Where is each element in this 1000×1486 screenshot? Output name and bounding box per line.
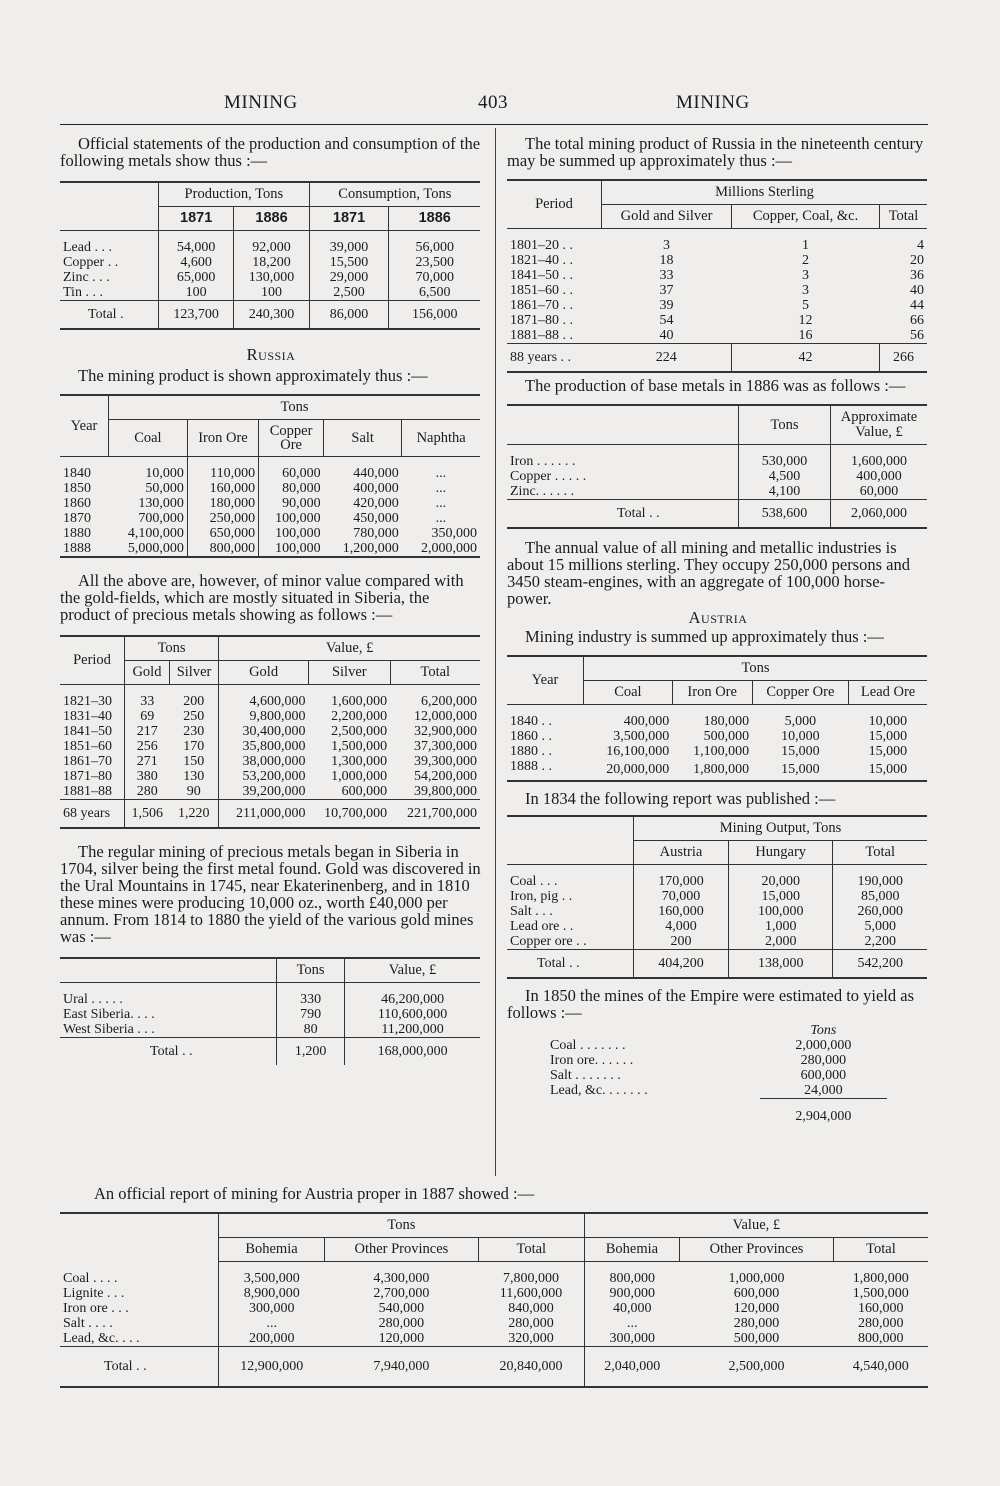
total-row: Total . 123,700 240,300 86,000 156,000 bbox=[60, 301, 480, 330]
tons-header: Tons bbox=[219, 1213, 585, 1238]
table-row: Zinc. . . . . . 4,100 60,000 bbox=[507, 484, 927, 500]
table-row: 1888 . . 20,000,000 1,800,000 15,000 15,000 bbox=[507, 759, 927, 781]
table-row: 1880 . . 16,100,000 1,100,000 15,000 15,000 bbox=[510, 744, 908, 759]
paragraph-siberia: The regular mining of precious metals began in Siberia in 1704, silver being the first metal found. Gold was discovered in the Ural Mountains in 1745, near Ekaterinenberg, and in 1810 these mines were producing 10,000 oz., worth £40,000 per annum. From 1814 to 1880 the yield of the various gold mines was :— bbox=[60, 842, 481, 946]
report-intro: In 1834 the following report was published :— bbox=[525, 789, 836, 808]
running-head-left: MINING bbox=[224, 92, 298, 113]
consumption-header: Consumption, Tons bbox=[309, 182, 480, 207]
table-row: Lead . . . 54,000 92,000 39,000 56,000 bbox=[60, 240, 480, 255]
left-column bbox=[60, 135, 482, 1065]
table-row: Salt . . . 160,000 100,000 260,000 bbox=[507, 904, 927, 919]
total-row: 68 years 1,506 1,220 211,000,000 10,700,000 221,700,000 bbox=[60, 800, 480, 829]
table-row: Ural . . . . . 330 46,200,000 bbox=[60, 992, 480, 1007]
total-row: Total . . 538,600 2,060,000 bbox=[507, 500, 927, 529]
table-row: 1840 . . 400,000 180,000 5,000 10,000 bbox=[510, 714, 908, 729]
header-rule bbox=[60, 124, 928, 125]
base-metals-intro: The production of base metals in 1886 was as follows :— bbox=[525, 376, 906, 395]
table-row: Copper ore . . 200 2,000 2,200 bbox=[507, 934, 927, 950]
table-row: Lignite . . . 8,900,000 2,700,000 11,600,000 900,000 600,000 1,500,000 bbox=[63, 1286, 909, 1301]
russia-intro: The mining product is shown approximately thus :— bbox=[78, 366, 428, 385]
intro-paragraph: The total mining product of Russia in the nineteenth century may be summed up approximately thus :— bbox=[507, 134, 924, 170]
production-header: Production, Tons bbox=[159, 182, 310, 207]
table-row: Copper . . . . . 4,500 400,000 bbox=[507, 469, 927, 484]
table-row: 1881–88 . . 40 16 56 bbox=[510, 328, 924, 343]
tons-header: Tons bbox=[584, 656, 928, 681]
table-row: 1861–70 271 150 38,000,000 1,300,000 39,300,000 bbox=[63, 754, 477, 769]
precious-metals-table: Period Tons Value, £ Gold Silver Gold Silver Total 1821–30 33 200 4,600,000 1,600,000 6,200,000 1831–40 69 250 9,800,000 2,200,000 12,000,000 1841–50 217 230 30,400,000 2,500,000 32,900,000 1851–60 256 170 35,800,000 1,500,000 37,300,000 1861–70 271 150 38,000,000 1,300,000 39,300,000 1871–80 380 130 53,200,000 1,000,000 54,200,000 1881–88 280 90 39,200,000 600,000 39,800,000 68 years 1,506 1,220 211,000,000 10,700,000 221,700,000 bbox=[60, 635, 480, 829]
tons-header: Tons bbox=[277, 958, 345, 983]
running-head-right: MINING bbox=[676, 92, 750, 113]
value-header: Value, £ bbox=[219, 636, 480, 661]
table-row: Copper . . 4,600 18,200 15,500 23,500 bbox=[60, 255, 480, 270]
table-row: Iron, pig . . 70,000 15,000 85,000 bbox=[507, 889, 927, 904]
table-row: Lead ore . . 4,000 1,000 5,000 bbox=[507, 919, 927, 934]
year-header: Year bbox=[507, 656, 584, 705]
total-row: Total . . 1,200 168,000,000 bbox=[60, 1038, 480, 1066]
table-row: 1860 . . 3,500,000 500,000 10,000 15,000 bbox=[510, 729, 908, 744]
base-metals-table bbox=[507, 404, 927, 529]
table-row: 1871–80 380 130 53,200,000 1,000,000 54,200,000 bbox=[63, 769, 477, 784]
value-header: Value, £ bbox=[584, 1213, 928, 1238]
russia-total-table: Period Millions Sterling Gold and Silver Copper, Coal, &c. Total 1801–20 . . 3 1 4 1821–40 . . 18 2 20 1841–50 . . 33 3 36 1851–60 . . 37 3 40 1861–70 . . 39 5 44 1871–80 . . 54 12 66 1881–88 . . 40 16 56 88 years . . 224 42 266 bbox=[507, 179, 927, 373]
table-row: 1850 50,000 160,000 80,000 400,000 ... bbox=[63, 481, 447, 496]
tons-header: Tons bbox=[109, 395, 481, 420]
tons-header: Tons bbox=[125, 636, 219, 661]
table-row: East Siberia. . . . 790 110,600,000 bbox=[60, 1007, 480, 1022]
austria-table: Year Tons Coal Iron Ore Copper Ore Lead Ore 1840 . . 400,000 180,000 5,000 10,000 1860 . . 3,500,000 500,000 10,000 15,000 1880 . . 16,100,000 1,100,000 15,000 15,000 1888 . . 20,000,000 1,800,000 15,000 15,000 bbox=[507, 655, 927, 782]
table-row: 1821–30 33 200 4,600,000 1,600,000 6,200,000 bbox=[63, 694, 477, 709]
table-row: Iron ore . . . 300,000 540,000 840,000 40,000 120,000 160,000 bbox=[63, 1301, 904, 1316]
table-row: Coal . . . . . . . 2,000,000 bbox=[550, 1038, 852, 1053]
total-row: Total . . 404,200 138,000 542,200 bbox=[507, 950, 927, 979]
table-row: 1851–60 . . 37 3 40 bbox=[510, 283, 924, 298]
table-row: Iron ore. . . . . . 280,000 bbox=[550, 1053, 847, 1068]
year-header: 1886 bbox=[389, 207, 480, 231]
table-row: 1871–80 . . 54 12 66 bbox=[510, 313, 924, 328]
year-header: Year bbox=[60, 395, 109, 457]
table-row: 1851–60 256 170 35,800,000 1,500,000 37,300,000 bbox=[63, 739, 477, 754]
total-row: 88 years . . 224 42 266 bbox=[507, 344, 927, 373]
paragraph-gold-fields: All the above are, however, of minor value compared with the gold-fields, which are mostly situated in Siberia, the product of precious metals showing as follows :— bbox=[60, 571, 464, 624]
table-row: Salt . . . . . . . 600,000 bbox=[550, 1068, 847, 1083]
value-header: Approximate Value, £ bbox=[831, 405, 928, 445]
total-row: 2,904,000 bbox=[547, 1099, 887, 1125]
bottom-section bbox=[60, 1185, 928, 1388]
table-row: 1880 4,100,000 650,000 100,000 780,000 350,000 bbox=[63, 526, 477, 541]
table-row: Coal . . . 170,000 20,000 190,000 bbox=[507, 874, 927, 889]
estimate-intro: In 1850 the mines of the Empire were estimated to yield as follows :— bbox=[507, 986, 915, 1022]
table-row: Iron . . . . . . 530,000 1,600,000 bbox=[507, 454, 927, 469]
table-row: 1821–40 . . 18 2 20 bbox=[510, 253, 924, 268]
table-row: 1801–20 . . 3 1 4 bbox=[510, 238, 924, 253]
table-row: 1888 5,000,000 800,000 100,000 1,200,000 2,000,000 bbox=[60, 541, 480, 557]
table-row: 1841–50 . . 33 3 36 bbox=[510, 268, 924, 283]
table-row: West Siberia . . . 80 11,200,000 bbox=[60, 1022, 480, 1038]
tons-header: Tons bbox=[739, 405, 831, 445]
table-row: 1861–70 . . 39 5 44 bbox=[510, 298, 924, 313]
austria-proper-intro: An official report of mining for Austria proper in 1887 showed :— bbox=[94, 1184, 535, 1203]
mining-output-header: Mining Output, Tons bbox=[634, 816, 928, 841]
right-column bbox=[507, 135, 929, 1124]
year-header: 1886 bbox=[234, 207, 309, 231]
table-row: 1860 130,000 180,000 90,000 420,000 ... bbox=[63, 496, 447, 511]
millions-sterling-header: Millions Sterling bbox=[602, 180, 928, 205]
table-row: Lead, &c. . . . . . . 24,000 bbox=[550, 1083, 843, 1099]
output-1834-table: Mining Output, Tons Austria Hungary Total Coal . . . 170,000 20,000 190,000 Iron, pig . . 70,000 15,000 85,000 Salt . . . 160,000 100,000 260,000 Lead ore . . 4,000 1,000 5,000 Copper ore . . 200 2,000 2,200 Total . . 404,200 138,000 542,200 bbox=[507, 815, 927, 979]
table-row: 1881–88 280 90 39,200,000 600,000 39,800,000 bbox=[63, 784, 477, 799]
austria-intro: Mining industry is summed up approximately thus :— bbox=[525, 627, 884, 646]
table-row: Lead, &c. . . . 200,000 120,000 320,000 300,000 500,000 800,000 bbox=[63, 1331, 904, 1346]
year-header: 1871 bbox=[159, 207, 234, 231]
total-row: Total . . 12,900,000 7,940,000 20,840,000 2,040,000 2,500,000 4,540,000 bbox=[60, 1347, 928, 1388]
intro-paragraph: Official statements of the production and consumption of the following metals show thus :— bbox=[60, 134, 481, 170]
table-row: 1831–40 69 250 9,800,000 2,200,000 12,000,000 bbox=[63, 709, 477, 724]
year-header: 1871 bbox=[309, 207, 389, 231]
table-row: Tin . . . 100 100 2,500 6,500 bbox=[60, 285, 480, 301]
metals-table bbox=[60, 181, 480, 330]
tons-header: Tons bbox=[810, 1023, 837, 1038]
page-number: 403 bbox=[478, 92, 508, 113]
table-row: Salt . . . . ... 280,000 280,000 ... 280,000 280,000 bbox=[63, 1316, 904, 1331]
russia-mining-table: Year Tons Coal Iron Ore Copper Ore Salt Naphtha 1840 10,000 110,000 60,000 440,000 ... 1850 50,000 160,000 80,000 400,000 ... 1860 130,000 180,000 90,000 420,000 ... 1870 700,000 250,000 100,000 450,000 ... 1880 4,100,000 650,000 100,000 780,000 350,000 1888 5,000,000 800,000 100,000 1,200,000 2,000,000 bbox=[60, 394, 480, 558]
austria-proper-table: Tons Value, £ Bohemia Other Provinces Total Bohemia Other Provinces Total Coal . . . . 3,500,000 4,300,000 7,800,000 800,000 1,000,000 1,800,000 Lignite . . . 8,900,000 2,700,000 11,600,000 900,000 600,000 1,500,000 Iron ore . . . 300,000 540,000 840,000 40,000 120,000 160,000 Salt . . . . ... 280,000 280,000 ... 280,000 280,000 Lead, &c. . . . 200,000 120,000 320,000 300,000 500,000 800,000 Total . . 12,900,000 7,940,000 20,840,000 2,040,000 2,500,000 4,540,000 bbox=[60, 1212, 928, 1388]
section-heading-russia: Russia bbox=[246, 345, 296, 364]
column-divider bbox=[495, 128, 496, 1176]
value-header: Value, £ bbox=[345, 958, 480, 983]
table-row: Coal . . . . 3,500,000 4,300,000 7,800,000 800,000 1,000,000 1,800,000 bbox=[63, 1271, 909, 1286]
gold-mines-table bbox=[60, 957, 480, 1065]
table-row: 1870 700,000 250,000 100,000 450,000 ... bbox=[63, 511, 447, 526]
table-row: 1840 10,000 110,000 60,000 440,000 ... bbox=[63, 466, 447, 481]
estimate-1850-table bbox=[547, 1023, 887, 1124]
paragraph-annual-value: The annual value of all mining and metallic industries is about 15 millions sterling. They occupy 250,000 persons and 3450 steam-engines, with an aggregate of 100,000 horse-power. bbox=[507, 538, 910, 608]
table-row: 1841–50 217 230 30,400,000 2,500,000 32,900,000 bbox=[63, 724, 477, 739]
section-heading-austria: Austria bbox=[688, 608, 748, 627]
table-row: Zinc . . . 65,000 130,000 29,000 70,000 bbox=[60, 270, 480, 285]
